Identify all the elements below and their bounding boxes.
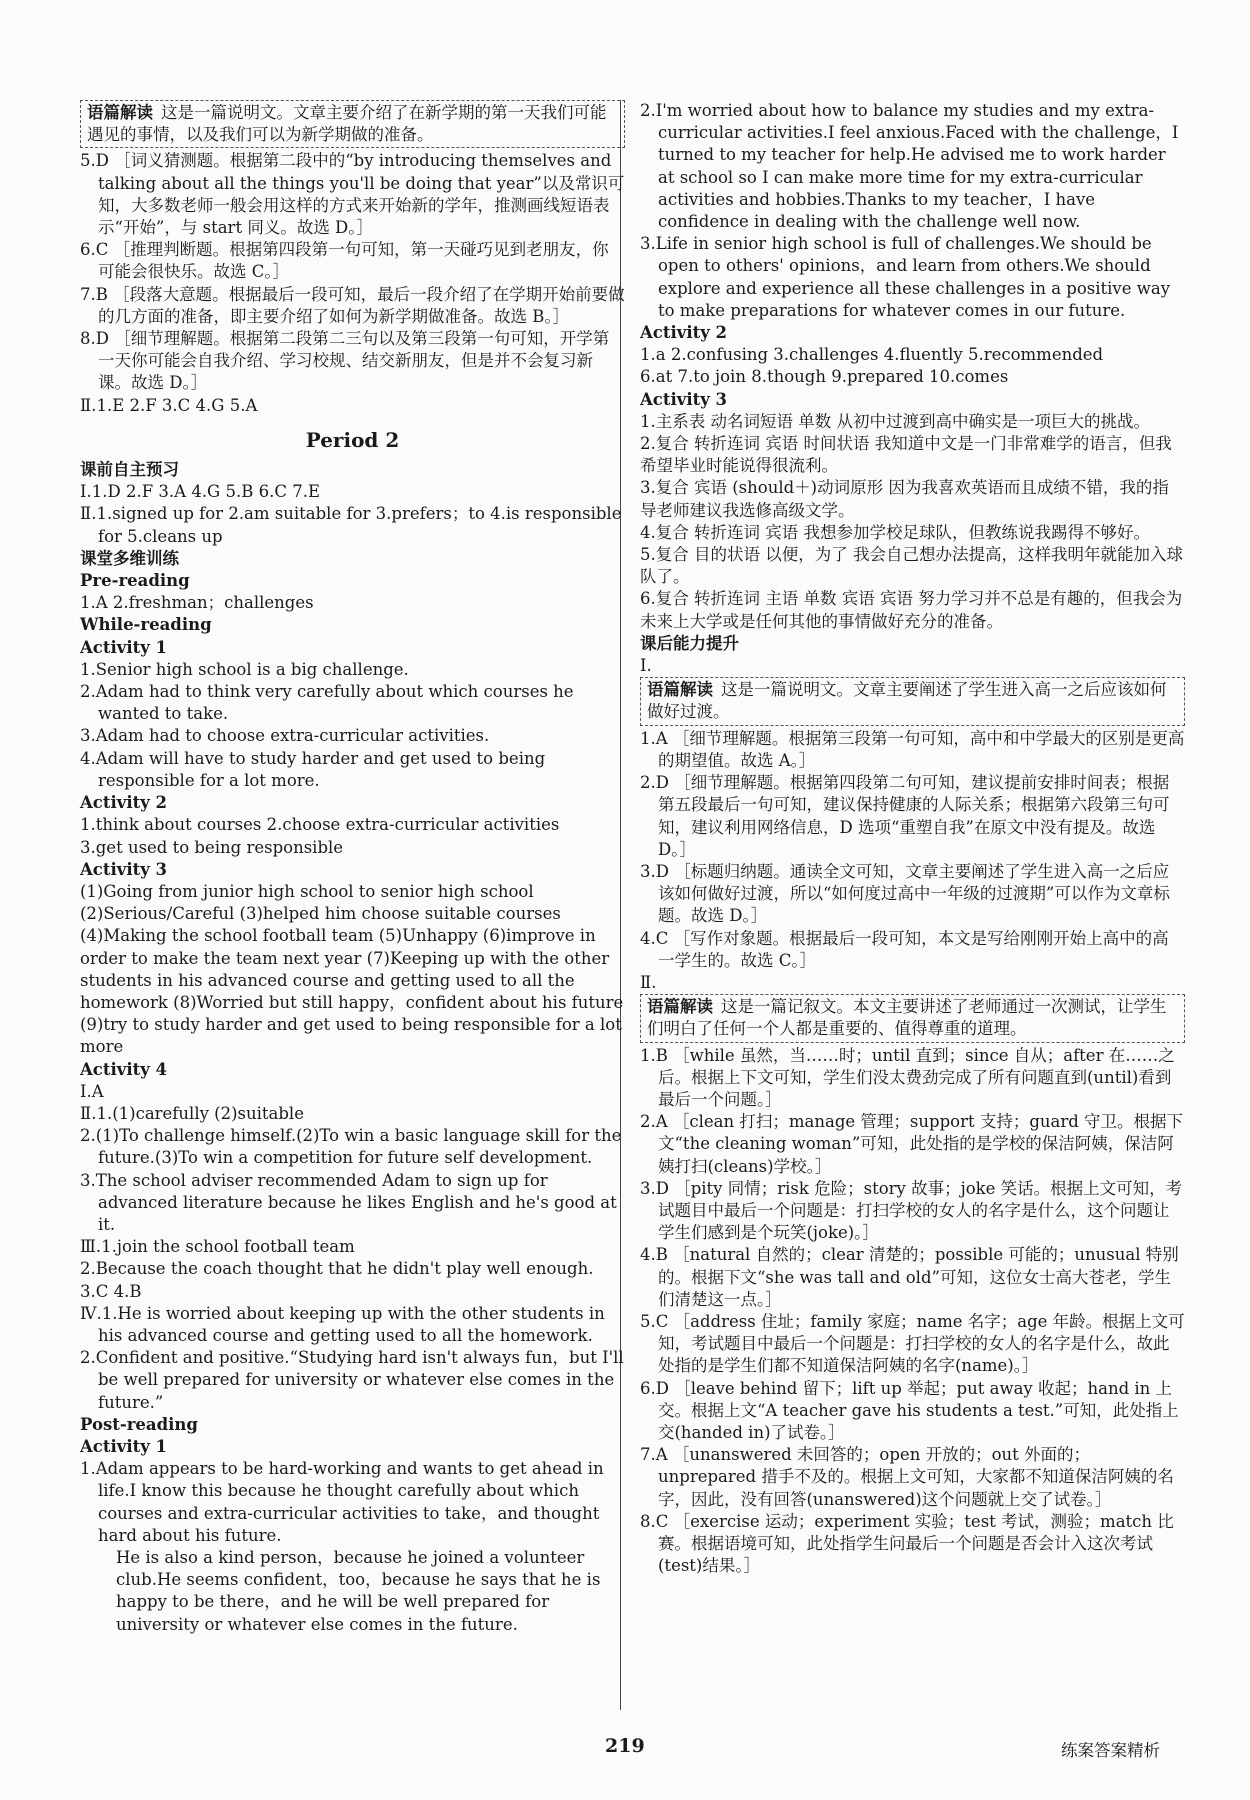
- answer-item: 1.A ［细节理解题。根据第三段第一句可知，高中和中学最大的区别是更高的期望值。故选 A。］: [640, 728, 1185, 770]
- answer-item: 5.C ［address 住址；family 家庭；name 名字；age 年龄。根据上文可知，考试题目中最后一个问题是：打扫学校的女人的名字是什么，故此处指的是学生们都不知道保洁阿姨的名字(name)。］: [640, 1311, 1185, 1376]
- answer-item: 1.Senior high school is a big challenge.: [80, 659, 409, 679]
- activity-heading: Activity 3: [80, 859, 168, 879]
- answer-item: 2.A ［clean 打扫；manage 管理；support 支持；guard 守卫。根据下文“the cleaning woman”可知，此处指的是学校的保洁阿姨，保洁阿姨打扫(cleans)学校。］: [640, 1112, 1184, 1176]
- answer-item: Ⅳ.1.He is worried about keeping up with the other students in his advanced course and getting used to all the homework.: [80, 1303, 605, 1345]
- answer-item: 1.a 2.confusing 3.challenges 4.fluently 5.recommended: [640, 345, 1104, 365]
- answer-item: (1)Going from junior high school to senior high school (2)Serious/Careful (3)helped him choose suitable courses (4)Making the school football team (5)Unhappy (6)improve in order to make the team next year (7)Keeping up with the other students in his advanced course and getting used to all the homework (8)Worried but still happy，confident about his future (9)try to study harder and get used to being responsible for a lot more: [80, 881, 624, 1057]
- answer-item: Ⅰ.1.D 2.F 3.A 4.G 5.B 6.C 7.E: [80, 482, 320, 502]
- answer-item: 2.(1)To challenge himself.(2)To win a basic language skill for the future.(3)To win a competition for future self development.: [80, 1126, 622, 1168]
- answer-item: 7.A ［unanswered 未回答的；open 开放的；out 外面的；unprepared 措手不及的。根据上文可知，大家都不知道保洁阿姨的名字，因此，没有回答(unanswered)这个问题就上交了试卷。］: [640, 1445, 1174, 1509]
- section-label: Ⅱ.: [640, 972, 657, 992]
- subsection-heading: While-reading: [80, 615, 212, 635]
- answer-item: 2.D ［细节理解题。根据第四段第二句可知，建议提前安排时间表；根据第五段最后一句可知，建议保持健康的人际关系；根据第六段第三句可知，建议利用网络信息，D 选项“重塑自我”在原文中没有提及。故选 D。］: [640, 773, 1170, 859]
- answer-item: 3.The school adviser recommended Adam to sign up for advanced literature because he likes English and he's good at it.: [80, 1170, 617, 1234]
- activity-heading: Activity 2: [640, 323, 728, 343]
- answer-item: 2.I'm worried about how to balance my studies and my extra-curricular activities.I feel anxious.Faced with the challenge，I turned to my teacher for help.He advised me to work harder at school so I can make more time for my extra-curricular activities and hobbies.Thanks to my teacher，I have confidence in dealing with the challenge well now.: [640, 101, 1179, 232]
- reading-intro-tag: 语篇解读: [647, 680, 713, 700]
- answer-item: 6.at 7.to join 8.though 9.prepared 10.comes: [640, 367, 1009, 387]
- answer-item: He is also a kind person，because he joined a volunteer club.He seems confident，too，because he says that he is happy to be there，and he will be well prepared for university or whatever else comes in the future.: [116, 1548, 601, 1634]
- period-title: Period 2: [305, 427, 400, 452]
- reading-intro-tag: 语篇解读: [87, 103, 153, 122]
- answer-item: Ⅱ.1.E 2.F 3.C 4.G 5.A: [80, 395, 258, 415]
- answer-item: Ⅱ.1.signed up for 2.am suitable for 3.prefers；to 4.is responsible for 5.cleans up: [80, 504, 622, 546]
- answer-item: 6.D ［leave behind 留下；lift up 举起；put away 收起；hand in 上交。根据上文“A teacher gave his students a test.”可知，此处指上交(handed in)了试卷。］: [640, 1378, 1179, 1442]
- answer-item: Ⅱ.1.(1)carefully (2)suitable: [80, 1103, 304, 1123]
- answer-item: 2.Because the coach thought that he didn't play well enough.: [80, 1259, 594, 1279]
- answer-item: 6.复合 转折连词 主语 单数 宾语 宾语 努力学习并不总是有趣的，但我会为未来上大学或是任何其他的事情做好充分的准备。: [640, 589, 1183, 631]
- answer-item: 2.复合 转折连词 宾语 时间状语 我知道中文是一门非常难学的语言，但我希望毕业时能说得很流利。: [640, 434, 1172, 476]
- answer-item: 1.A 2.freshman；challenges: [80, 593, 314, 613]
- answer-item: 5.D ［词义猜测题。根据第二段中的“by introducing themselves and talking about all the things you'll be doing that year”以及常识可知，大多数老师一般会用这样的方式来开始新的学年，推测画线短语表示“开始”，与 start 同义。故选 D。］: [80, 151, 625, 238]
- footer-title: 练案答案精析: [1061, 1741, 1160, 1760]
- answer-item: 3.D ［pity 同情；risk 危险；story 故事；joke 笑话。根据上文可知，考试题目中最后一个问题是：打扫学校的女人的名字是什么，这个问题让学生们感到是个玩笑(joke)。］: [640, 1178, 1183, 1243]
- reading-intro-text: 这是一篇记叙文。本文主要讲述了老师通过一次测试，让学生们明白了任何一个人都是重要的、值得尊重的道理。: [647, 997, 1167, 1039]
- page-footer: [0, 1735, 1250, 1765]
- answer-item: 3.复合 宾语 (should＋)动词原形 因为我喜欢英语而且成绩不错，我的指导老师建议我选修高级文学。: [640, 478, 1169, 520]
- answer-item: 6.C ［推理判断题。根据第四段第一句可知，第一天碰巧见到老朋友，你可能会很快乐。故选 C。］: [80, 240, 609, 282]
- answer-item: 1.Adam appears to be hard-working and wants to get ahead in life.I know this because he thought carefully about which courses and extra-curricular activities to take，and thought hard about his future.: [80, 1459, 604, 1545]
- reading-intro-tag: 语篇解读: [647, 997, 713, 1017]
- answer-item: 3.Life in senior high school is full of challenges.We should be open to others' opinions，and learn from others.We should explore and experience all these challenges in a positive way to make preparations for whatever comes in our future.: [640, 234, 1171, 320]
- answer-item: 8.C ［exercise 运动；experiment 实验；test 考试，测验；match 比赛。根据语境可知，此处指学生问最后一个问题是否会计入这次考试(test)结果。］: [640, 1511, 1174, 1576]
- page-number: 219: [605, 1735, 645, 1757]
- answer-item: 7.B ［段落大意题。根据最后一段可知，最后一段介绍了在学期开始前要做的几方面的准备，即主要介绍了如何为新学期做准备。故选 B。］: [80, 284, 625, 326]
- right-column: [640, 100, 1185, 1577]
- answer-item: Ⅰ.A: [80, 1081, 104, 1101]
- reading-intro-box: [640, 677, 1185, 725]
- left-column: [80, 100, 625, 1636]
- reading-intro-text: 这是一篇说明文。文章主要介绍了在新学期的第一天我们可能遇见的事情，以及我们可以为新学期做的准备。: [87, 103, 607, 145]
- answer-item: 5.复合 目的状语 以便，为了 我会自己想办法提高，这样我明年就能加入球队了。: [640, 545, 1183, 587]
- answer-item: 2.Confident and positive.“Studying hard isn't always fun，but I'll be well prepared for university or whatever else comes in the future.”: [80, 1348, 624, 1412]
- section-heading: 课后能力提升: [640, 633, 739, 653]
- reading-intro-box: [80, 100, 625, 148]
- section-label: Ⅰ.: [640, 656, 652, 676]
- answer-item: 3.D ［标题归纳题。通读全文可知，文章主要阐述了学生进入高一之后应该如何做好过渡，所以“如何度过高中一年级的过渡期”可以作为文章标题。故选 D。］: [640, 861, 1170, 926]
- activity-heading: Activity 3: [640, 389, 728, 409]
- answer-item: 4.B ［natural 自然的；clear 清楚的；possible 可能的；unusual 特别的。根据下文“she was tall and old”可知，这位女士高大苍老，学生们清楚这一点。］: [640, 1245, 1179, 1309]
- answer-item: 1.B ［while 虽然，当……时；until 直到；since 自从；after 在……之后。根据上下文可知，学生们没太费劲完成了所有问题直到(until)看到最后一个问题。］: [640, 1045, 1175, 1109]
- activity-heading: Activity 2: [80, 793, 168, 813]
- answer-item: 3.Adam had to choose extra-curricular activities.: [80, 726, 490, 746]
- reading-intro-box: [640, 994, 1185, 1042]
- activity-heading: Activity 1: [80, 637, 168, 657]
- activity-heading: Activity 1: [80, 1436, 168, 1456]
- answer-item: 4.Adam will have to study harder and get used to being responsible for a lot more.: [80, 748, 546, 790]
- answer-item: 8.D ［细节理解题。根据第二段第二三句以及第三段第一句可知，开学第一天你可能会自我介绍、学习校规、结交新朋友，但是并不会复习新课。故选 D。］: [80, 329, 610, 393]
- answer-item: 1.think about courses 2.choose extra-curricular activities: [80, 815, 560, 835]
- answer-item: 3.get used to being responsible: [80, 837, 344, 857]
- answer-item: Ⅲ.1.join the school football team: [80, 1237, 355, 1257]
- answer-item: 3.C 4.B: [80, 1281, 142, 1301]
- section-heading: 课堂多维训练: [80, 548, 179, 568]
- answer-item: 2.Adam had to think very carefully about which courses he wanted to take.: [80, 682, 574, 724]
- subsection-heading: Post-reading: [80, 1414, 198, 1434]
- subsection-heading: Pre-reading: [80, 571, 190, 591]
- reading-intro-text: 这是一篇说明文。文章主要阐述了学生进入高一之后应该如何做好过渡。: [647, 680, 1167, 722]
- answer-item: 4.复合 转折连词 宾语 我想参加学校足球队，但教练说我踢得不够好。: [640, 522, 1150, 542]
- section-heading: 课前自主预习: [80, 460, 179, 480]
- answer-item: 1.主系表 动名词短语 单数 从初中过渡到高中确实是一项巨大的挑战。: [640, 411, 1150, 431]
- answer-item: 4.C ［写作对象题。根据最后一段可知，本文是写给刚刚开始上高中的高一学生的。故选 C。］: [640, 928, 1169, 970]
- activity-heading: Activity 4: [80, 1059, 168, 1079]
